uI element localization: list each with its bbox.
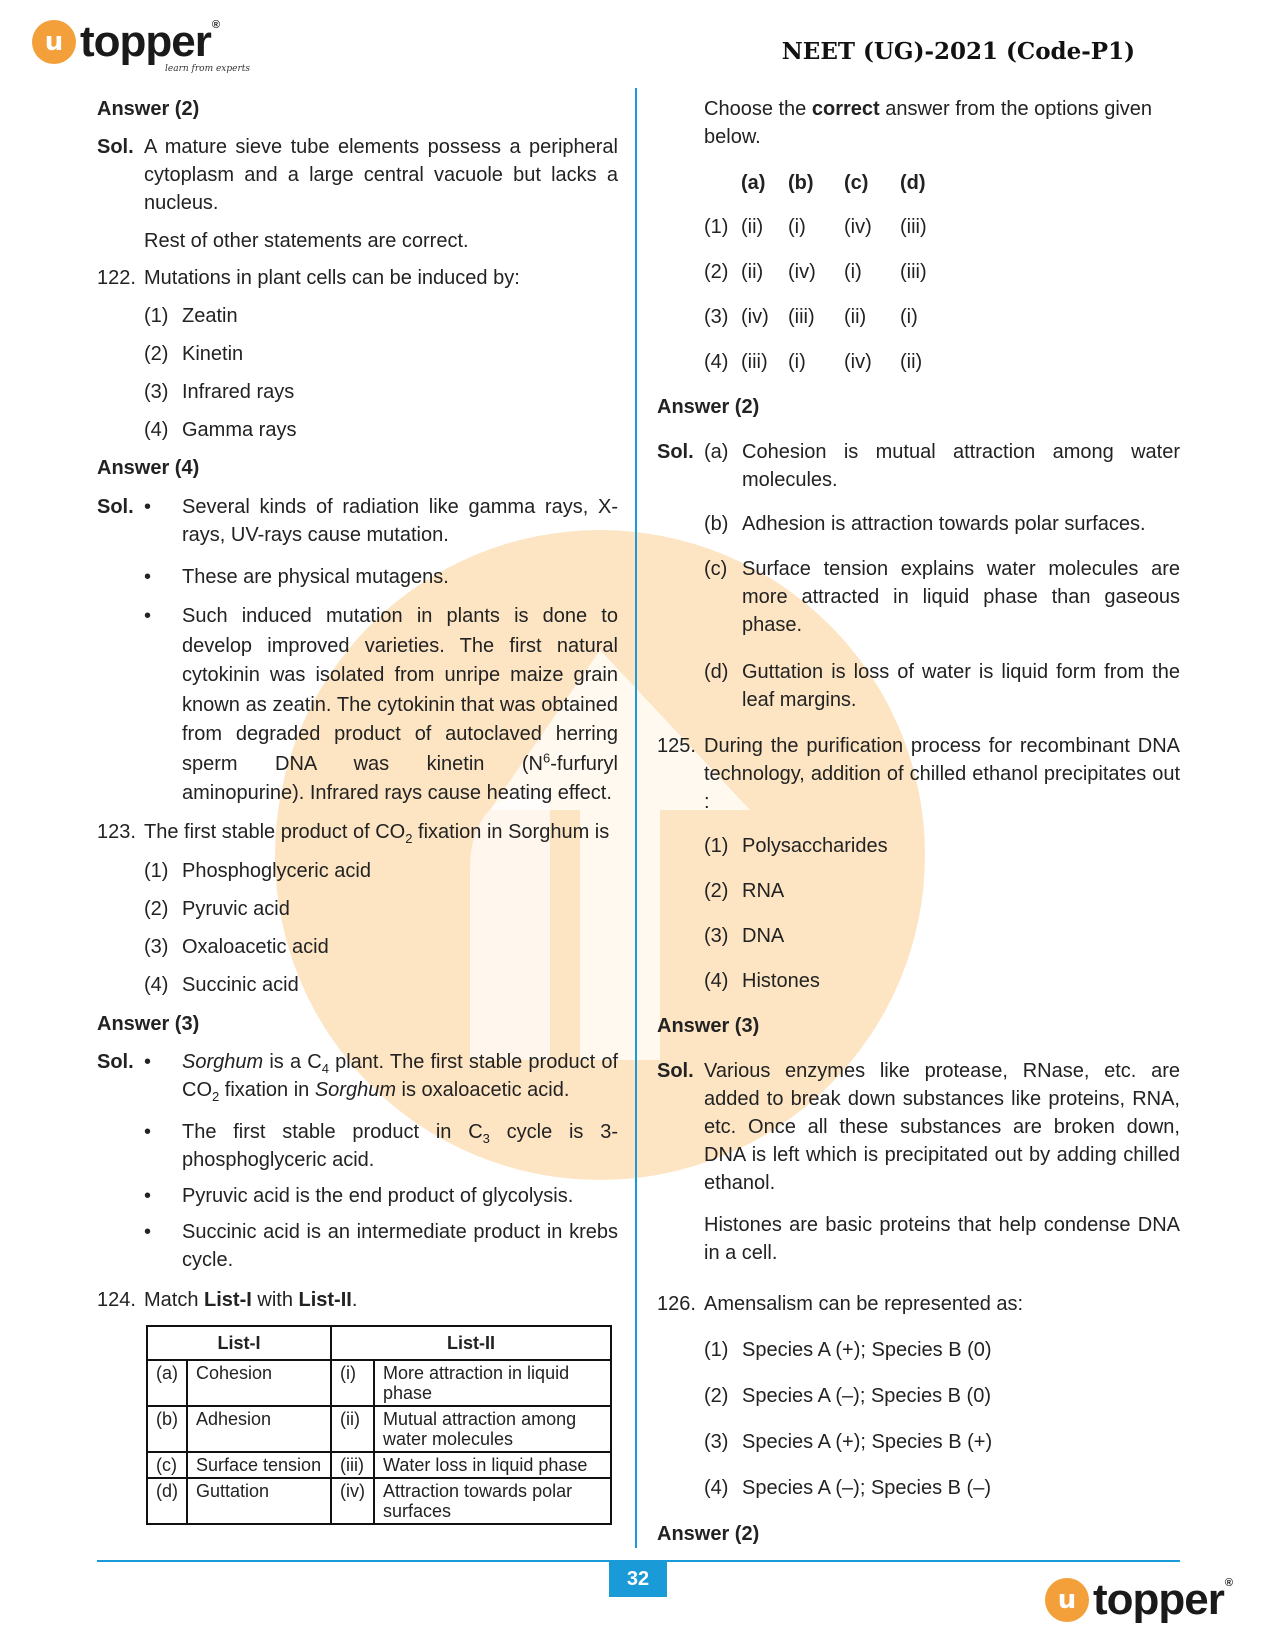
header-logo <box>32 17 219 66</box>
q126-opt4-num: (4) <box>704 1477 729 1499</box>
table-cell: (i) <box>331 1360 374 1406</box>
grid-cell: (iv) <box>788 261 816 283</box>
sol-123-b1: Sorghum is a $C_4$ plant. The first stable product of $CO_2$ fixation in Sorghum is oxaloacetic acid. <box>182 1051 618 1104</box>
table-row <box>147 1406 611 1452</box>
bullet: • <box>144 496 152 518</box>
table-row <box>147 1478 611 1524</box>
q122-opt1-num: (1) <box>144 305 169 327</box>
q123-opt3: Oxaloacetic acid <box>182 936 329 958</box>
q123-opt2: Pyruvic acid <box>182 898 290 920</box>
q123-opt3-num: (3) <box>144 936 169 958</box>
table-cell: More attraction in liquid phase <box>374 1360 611 1406</box>
bullet: • <box>144 605 152 627</box>
exam-title: NEET (UG)-2021 (Code-P1) <box>781 38 1135 65</box>
answer-122: Answer (4) <box>97 457 200 479</box>
q126-opt1: Species A (+); Species B (0) <box>742 1339 992 1361</box>
q125-opt2-num: (2) <box>704 880 729 902</box>
q125-opt4-num: (4) <box>704 970 729 992</box>
sol-121-rest: Rest of other statements are correct. <box>144 230 469 252</box>
grid-cell: (i) <box>900 306 918 328</box>
table-cell: (d) <box>147 1478 187 1524</box>
grid-cell: (3) <box>704 306 729 328</box>
table-cell: Mutual attraction among water molecules <box>374 1406 611 1452</box>
q122-text: Mutations in plant cells can be induced by: <box>144 267 520 289</box>
answer-126: Answer (2) <box>657 1523 760 1545</box>
match-table <box>146 1325 612 1525</box>
logo-mark-icon: u <box>32 20 76 64</box>
answer-123: Answer (3) <box>97 1013 200 1035</box>
q125-opt3: DNA <box>742 925 785 947</box>
grid-cell: (ii) <box>741 261 764 283</box>
table-cell: (iii) <box>331 1452 374 1478</box>
page-number: 32 <box>609 1561 667 1597</box>
table-cell: (a) <box>147 1360 187 1406</box>
bullet: • <box>144 566 152 588</box>
sol-123-b3: Pyruvic acid is the end product of glycolysis. <box>182 1185 574 1207</box>
sol-122-label: Sol. <box>97 496 134 518</box>
bullet: • <box>144 1185 152 1207</box>
table-cell: Attraction towards polar surfaces <box>374 1478 611 1524</box>
grid-head-d: (d) <box>900 172 926 194</box>
grid-cell: (iv) <box>844 351 872 373</box>
sol-124-b: Adhesion is attraction towards polar surfaces. <box>742 513 1146 535</box>
sol-121-text: A mature sieve tube elements possess a peripheral cytoplasm and a large central vacuole but lacks a nucleus. <box>144 136 618 214</box>
q123-opt2-num: (2) <box>144 898 169 920</box>
answer-121: Answer (2) <box>97 98 200 120</box>
grid-cell: (iii) <box>900 261 927 283</box>
q126-opt3-num: (3) <box>704 1431 729 1453</box>
q126-number: 126. <box>657 1293 696 1315</box>
q126-opt4: Species A (–); Species B (–) <box>742 1477 992 1499</box>
sol-121-label: Sol. <box>97 136 134 158</box>
logo-text: topper® <box>80 17 219 66</box>
grid-cell: (4) <box>704 351 729 373</box>
q123-number: 123. <box>97 821 136 843</box>
grid-head-b: (b) <box>788 172 814 194</box>
q122-opt1: Zeatin <box>182 305 238 327</box>
sol-124-d-num: (d) <box>704 661 729 683</box>
q125-opt1: Polysaccharides <box>742 835 888 857</box>
q123-opt1: Phosphoglyceric acid <box>182 860 371 882</box>
table-cell: (iv) <box>331 1478 374 1524</box>
sol-124-c: Surface tension explains water molecules are more attracted in liquid phase than gaseous phase. <box>742 558 1180 636</box>
q126-opt2-num: (2) <box>704 1385 729 1407</box>
q126-opt2: Species A (–); Species B (0) <box>742 1385 992 1407</box>
q125-text: During the purification process for recombinant DNA technology, addition of chilled ethanol precipitates out : <box>704 735 1180 813</box>
sol-122-b3: Such induced mutation in plants is done to develop improved varieties. The first natural cytokinin was isolated from unripe maize grain known as zeatin. The cytokinin that was obtained from degraded product of autoclaved herring sperm DNA was kinetin ($N^6$-furfuryl aminopurine). Infrared rays cause heating effect. <box>182 605 618 804</box>
q125-opt3-num: (3) <box>704 925 729 947</box>
table-row <box>147 1360 611 1406</box>
logo-mark-icon: u <box>1045 1578 1089 1622</box>
grid-cell: (i) <box>844 261 862 283</box>
sol-124-a: Cohesion is mutual attraction among water molecules. <box>742 441 1180 491</box>
q124-number: 124. <box>97 1289 136 1311</box>
grid-cell: (1) <box>704 216 729 238</box>
grid-cell: (ii) <box>900 351 923 373</box>
sol-124-d: Guttation is loss of water is liquid form from the leaf margins. <box>742 661 1180 711</box>
sol-125-label: Sol. <box>657 1060 694 1082</box>
sol-124-label: Sol. <box>657 441 694 463</box>
sol-123-b4: Succinic acid is an intermediate product in krebs cycle. <box>182 1221 618 1271</box>
grid-cell: (ii) <box>741 216 764 238</box>
q122-opt2-num: (2) <box>144 343 169 365</box>
q124-choose-text: Choose the correct answer from the options given below. <box>704 98 1153 148</box>
grid-head-a: (a) <box>741 172 766 194</box>
table-cell: (b) <box>147 1406 187 1452</box>
bullet: • <box>144 1221 152 1243</box>
sol-123-b2: The first stable product in $C_3$ cycle is 3-phosphoglyceric acid. <box>182 1121 618 1171</box>
logo-text: topper® <box>1093 1575 1232 1624</box>
grid-cell: (iii) <box>741 351 768 373</box>
q125-opt2: RNA <box>742 880 785 902</box>
q122-opt3: Infrared rays <box>182 381 295 403</box>
q123-opt4-num: (4) <box>144 974 169 996</box>
q124-text: Match List-I with List-II. <box>144 1289 358 1311</box>
q122-opt4-num: (4) <box>144 419 169 441</box>
table-cell: (c) <box>147 1452 187 1478</box>
sol-123-label: Sol. <box>97 1051 134 1073</box>
sol-122-b2: These are physical mutagens. <box>182 566 449 588</box>
table-header-list1: List-I <box>147 1326 331 1360</box>
grid-cell: (iii) <box>788 306 815 328</box>
bullet: • <box>144 1051 152 1073</box>
q122-opt3-num: (3) <box>144 381 169 403</box>
q126-opt1-num: (1) <box>704 1339 729 1361</box>
q123-opt4: Succinic acid <box>182 974 299 996</box>
grid-cell: (iii) <box>900 216 927 238</box>
answer-124: Answer (2) <box>657 396 760 418</box>
q125-opt4: Histones <box>742 970 820 992</box>
q125-number: 125. <box>657 735 696 757</box>
q122-opt4: Gamma rays <box>182 419 297 441</box>
q123-text: The first stable product of $CO_2$ fixation in Sorghum is <box>144 821 610 846</box>
table-cell: Guttation <box>187 1478 331 1524</box>
grid-cell: (2) <box>704 261 729 283</box>
grid-head-c: (c) <box>844 172 869 194</box>
table-cell: Water loss in liquid phase <box>374 1452 611 1478</box>
table-header-list2: List-II <box>331 1326 611 1360</box>
sol-124-b-num: (b) <box>704 513 729 535</box>
q122-number: 122. <box>97 267 136 289</box>
answer-125: Answer (3) <box>657 1015 760 1037</box>
q126-text: Amensalism can be represented as: <box>704 1293 1024 1315</box>
table-cell: (ii) <box>331 1406 374 1452</box>
q122-opt2: Kinetin <box>182 343 244 365</box>
sol-125-text2: Histones are basic proteins that help condense DNA in a cell. <box>704 1214 1180 1264</box>
grid-cell: (iv) <box>741 306 769 328</box>
bullet: • <box>144 1121 152 1143</box>
grid-cell: (iv) <box>844 216 872 238</box>
sol-124-a-num: (a) <box>704 441 729 463</box>
q125-opt1-num: (1) <box>704 835 729 857</box>
grid-cell: (i) <box>788 351 806 373</box>
q123-opt1-num: (1) <box>144 860 169 882</box>
column-divider <box>635 88 637 1548</box>
sol-125-text: Various enzymes like protease, RNase, etc. are added to break down substances like proteins, RNA, etc. Once all these substances are broken down, DNA is left which is precipitated out by adding chilled ethanol. <box>704 1060 1180 1194</box>
grid-cell: (ii) <box>844 306 867 328</box>
q126-opt3: Species A (+); Species B (+) <box>742 1431 993 1453</box>
logo-tagline: learn from experts <box>165 64 251 74</box>
grid-cell: (i) <box>788 216 806 238</box>
sol-124-c-num: (c) <box>704 558 728 580</box>
table-cell: Surface tension <box>187 1452 331 1478</box>
table-cell: Cohesion <box>187 1360 331 1406</box>
table-cell: Adhesion <box>187 1406 331 1452</box>
table-row <box>147 1452 611 1478</box>
footer-logo <box>1045 1575 1232 1624</box>
sol-122-b1: Several kinds of radiation like gamma rays, X-rays, UV-rays cause mutation. <box>182 496 618 546</box>
